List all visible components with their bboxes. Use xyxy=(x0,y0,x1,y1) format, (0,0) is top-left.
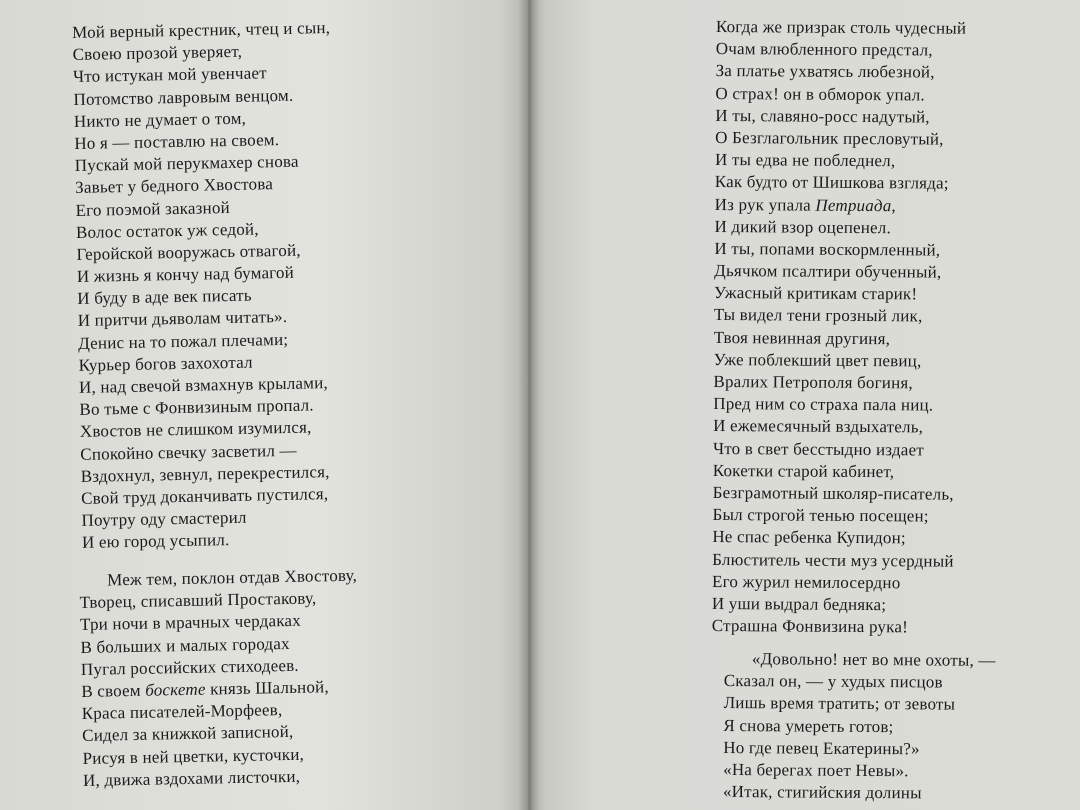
verse-line: О Безглагольник пресловутый, xyxy=(715,127,944,149)
verse-line: Своею прозой уверяет, xyxy=(72,41,243,65)
verse-line: Уже поблекший цвет певиц, xyxy=(713,349,922,371)
verse-line: Во тьме с Фонвизиным пропал. xyxy=(79,395,314,420)
verse-line: И ежемесячный вздыхатель, xyxy=(713,416,924,437)
verse-line: Поутру оду смастерил xyxy=(81,507,247,531)
verse-line: И буду в аде век писать xyxy=(77,285,252,309)
verse-line: Краса писателей-Морфеев, xyxy=(81,700,283,724)
verse-line: И жизнь я кончу над бумагой xyxy=(76,262,295,287)
verse-line: Очам влюбленного предстал, xyxy=(715,39,933,60)
left-stanza-2 xyxy=(79,565,361,792)
verse-text: Из рук упала xyxy=(714,194,816,215)
verse-text: князь Шальной, xyxy=(205,677,329,699)
verse-line: Кокетки старой кабинет, xyxy=(712,460,895,482)
verse-line: Завьет у бедного Хвостова xyxy=(75,174,274,198)
verse-line: Меж тем, поклон отдав Хвостову, xyxy=(107,565,358,590)
verse-line: Но я — поставлю на своем. xyxy=(74,129,280,153)
verse-line: Ужасный критикам старик! xyxy=(714,283,918,304)
verse-line: Денис на то пожал плечами; xyxy=(77,329,289,353)
verse-line: Творец, списавший Простакову, xyxy=(79,588,317,613)
verse-line: В больших и малых городах xyxy=(80,633,290,657)
verse-line: Ты видел тени грозный лик, xyxy=(713,305,923,326)
verse-line: Мой верный крестник, чтец и сын, xyxy=(72,18,331,42)
verse-line: Но где певец Екатерины?» xyxy=(723,737,920,759)
verse-line: О страх! он в обморок упал. xyxy=(715,83,925,105)
verse-line: Твоя невинная другиня, xyxy=(713,327,891,348)
verse-line: Пугал российских стиходеев. xyxy=(80,655,299,679)
verse-line: Когда же призрак столь чудесный xyxy=(715,16,967,38)
verse-line: И ты, славяно-росс надутый, xyxy=(715,105,930,127)
verse-text: , xyxy=(891,195,896,215)
italic-word: Петриада xyxy=(815,195,892,215)
verse-line: Что в свет бесстыдно издает xyxy=(712,438,924,460)
verse-line: Я снова умереть готов; xyxy=(723,715,894,736)
verse-line: Как будто от Шишкова взгляда; xyxy=(714,172,949,193)
verse-line: Вздохнул, зевнул, перекрестился, xyxy=(80,461,330,486)
right-stanza-1 xyxy=(712,16,967,639)
verse-line: Его журил немилосердно xyxy=(711,571,901,592)
verse-line: Пред ним со страха пала ниц. xyxy=(713,394,934,415)
verse-line: Сидел за книжкой записной, xyxy=(82,722,294,746)
verse-line: Хвостов не слишком изумился, xyxy=(79,417,312,442)
verse-line: Сказал он, — у худых писцов xyxy=(723,671,943,692)
verse-line: Геройской вооружась отвагой, xyxy=(76,240,301,264)
verse-line: Не спас ребенка Купидон; xyxy=(712,527,906,548)
verse-line: Рисуя в ней цветки, кусточки, xyxy=(82,744,305,768)
verse-line: «Итак, стигийския долины xyxy=(722,782,922,803)
verse-line: Вралих Петрополя богиня, xyxy=(713,371,913,393)
book-gutter xyxy=(518,0,540,810)
verse-line: Курьер богов захохотал xyxy=(78,352,253,375)
verse-line: Страшна Фонвизина рука! xyxy=(711,616,909,637)
verse-line: Был строгой тенью посещен; xyxy=(712,505,929,526)
verse-line: Свой труд доканчивать пустился, xyxy=(80,484,329,508)
right-stanza-2 xyxy=(723,648,996,805)
verse-line: И, движа вздохами листочки, xyxy=(82,766,301,790)
verse-line: Три ночи в мрачных чердаках xyxy=(79,611,302,635)
verse-line: Потомство лавровым венцом. xyxy=(73,85,294,109)
verse-line: Лишь время тратить; от зевоты xyxy=(723,693,956,714)
verse-line: Спокойно свечку засветил — xyxy=(80,440,297,464)
verse-line: И уши выдрал бедняка; xyxy=(711,593,887,615)
verse-line: Волос остаток уж седой, xyxy=(75,219,259,242)
verse-line: Блюститель чести муз усердный xyxy=(712,549,954,571)
left-stanza-1 xyxy=(72,17,340,554)
italic-word: боскете xyxy=(145,679,206,700)
verse-line: И ею город усыпил. xyxy=(81,530,230,553)
verse-line: Дьячком псалтири обученный, xyxy=(714,261,942,282)
verse-line: И ты, попами воскормленный, xyxy=(714,238,941,260)
verse-line: «Довольно! нет во мне охоты, — xyxy=(751,649,996,670)
verse-line: И дикий взор оцепенел. xyxy=(714,216,892,237)
verse-line: Что истукан мой увенчает xyxy=(72,63,267,87)
verse-line: Пускай мой перукмахер снова xyxy=(74,151,299,176)
verse-line: За платье ухватясь любезной, xyxy=(715,61,935,82)
left-page xyxy=(0,0,528,810)
verse-line: Никто не думает о том, xyxy=(73,108,247,131)
verse-line: Его поэмой заказной xyxy=(75,197,231,220)
verse-line: И притчи дьяволам читать». xyxy=(77,307,288,331)
verse-line: «На берегах поет Невы». xyxy=(723,759,909,781)
verse-text: В своем xyxy=(81,680,146,701)
verse-line: И ты едва не побледнел, xyxy=(714,150,896,171)
verse-line: Безграмотный школяр-писатель, xyxy=(712,482,954,504)
verse-line: И, над свечой взмахнув крылами, xyxy=(78,373,329,397)
verse-line xyxy=(715,193,965,217)
